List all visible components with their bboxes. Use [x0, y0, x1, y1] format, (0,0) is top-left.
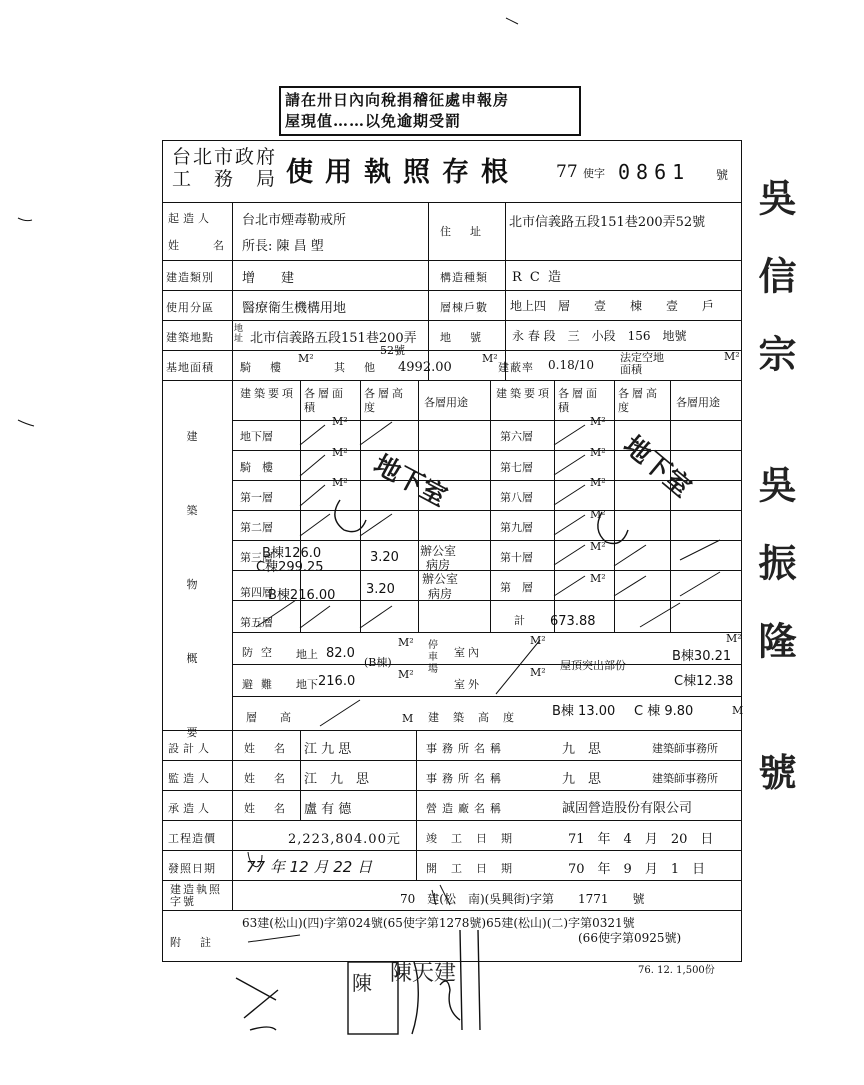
applicant-address: 北市信義路五段151巷200弄52號 — [509, 215, 706, 230]
col-header-item-right: 建築要項 — [496, 387, 552, 400]
side-stamp: 吳信宗 吳振隆 號 — [752, 178, 797, 831]
unit-m2: M² — [590, 446, 606, 459]
lot-label: 地 號 — [440, 331, 485, 344]
remarks-label: 附 註 — [170, 936, 215, 949]
supervisor-office-label: 事務所名稱 — [426, 772, 506, 785]
void-slash — [360, 514, 392, 536]
stamp-circle-right — [598, 512, 628, 544]
cost-value: 2,223,804.00元 — [288, 832, 401, 847]
designer-name: 江 九 思 — [304, 742, 352, 757]
void-slash — [554, 425, 585, 445]
designer-office-suffix: 建築師事務所 — [652, 742, 718, 755]
floors-label: 層棟戶數 — [440, 301, 488, 314]
location-sublabel: 地址 — [234, 324, 244, 344]
shelter-up-value: 82.0 — [326, 646, 355, 661]
address-label: 住 址 — [440, 225, 485, 238]
signature-stamp-2: 陳天建 — [390, 961, 457, 986]
start-label: 開工日期 — [426, 862, 526, 875]
roof-label: 屋頂突出部份 — [560, 659, 626, 672]
shelter-down-value: 216.0 — [318, 674, 356, 689]
signature-stroke — [236, 978, 278, 1030]
height-c: C 棟 9.80 — [634, 704, 694, 719]
issue-date: 77 年 12 月 22 日 — [246, 858, 373, 876]
floors-value: 地上四 層 壹 棟 壹 戶 — [510, 299, 715, 313]
unit-m2: M² — [398, 636, 414, 649]
designer-name-label: 姓 名 — [244, 742, 289, 755]
doc-type: 使字 — [583, 167, 606, 180]
floor3-use-office: 辦公室 — [420, 544, 457, 558]
other-unit: M² — [482, 352, 498, 365]
floor-2: 第二層 — [240, 521, 273, 534]
designer-office-label: 事務所名稱 — [426, 742, 506, 755]
floor3-height: 3.20 — [370, 550, 399, 565]
contractor-name-label: 姓 名 — [244, 802, 289, 815]
floor3-c-area: C棟299.25 — [256, 560, 324, 575]
permit-label: 建造執照字號 — [170, 883, 222, 908]
stamp-circle-left — [335, 500, 366, 532]
supervisor-office: 九 思 — [562, 772, 602, 787]
floor4-use-ward: 病房 — [428, 587, 453, 601]
print-note: 76. 12. 1,500份 — [638, 965, 715, 976]
void-slash — [680, 540, 720, 560]
remarks-line2: (66使字第0925號) — [578, 931, 682, 945]
floor3-b-area: B棟126.0 — [262, 546, 322, 561]
void-slash — [496, 640, 540, 694]
shelter-down-label: 地下 — [296, 678, 318, 691]
void-slash — [614, 576, 646, 596]
floor4-b-area: B棟216.00 — [268, 588, 336, 603]
shelter-label-1: 防空 — [242, 646, 280, 659]
col-header-area: 各層面積 — [304, 387, 346, 414]
scan-mark — [18, 218, 32, 221]
unit-m2: M² — [726, 632, 742, 645]
section-label: 建 築 物 概 要 — [186, 430, 209, 739]
arcade-label: 騎 樓 — [240, 361, 285, 374]
unit-m2: M² — [590, 572, 606, 585]
parking-outdoor: 室外 — [454, 678, 482, 691]
col-header-area-right: 各層面積 — [558, 387, 600, 414]
unit-m2: M² — [590, 415, 606, 428]
shelter-up-label: 地上 — [296, 648, 318, 661]
floor-height-unit: M — [402, 712, 414, 725]
signature-stamp-1: 陳 — [352, 971, 372, 995]
void-slash — [554, 455, 585, 475]
basement-stamp-left: 地下室 — [368, 449, 452, 513]
floor-5: 第五層 — [240, 616, 273, 629]
floor3-use-ward: 病房 — [426, 558, 451, 572]
coverage-label: 建蔽率 — [498, 361, 534, 374]
issue-label: 發照日期 — [168, 862, 216, 875]
notice-line1: 請在卅日內向稅捐稽征處申報房 — [285, 91, 510, 109]
col-header-use: 各層用途 — [424, 396, 468, 409]
unit-m2: M² — [332, 476, 348, 489]
supervisor-office-suffix: 建築師事務所 — [652, 772, 718, 785]
floor-height-label: 層 高 — [246, 711, 297, 724]
floor-7: 第七層 — [500, 461, 533, 474]
structure-value: R C 造 — [512, 270, 563, 285]
void-slash — [300, 606, 330, 628]
contractor-firm-label: 營造廠名稱 — [426, 802, 506, 815]
void-slash — [554, 485, 585, 505]
col-header-height: 各層高度 — [364, 387, 406, 414]
void-slash — [554, 576, 585, 596]
shelter-up-note: (B棟) — [364, 656, 392, 669]
void-slash — [360, 606, 392, 628]
parking-label: 停車場 — [428, 640, 438, 675]
applicant-org: 台北市煙毒勒戒所 — [242, 213, 347, 228]
remarks-line1: 63建(松山)(四)字第024號(65使字第1278號)65建(松山)(二)字第0321號 — [242, 916, 635, 930]
structure-label: 構造種類 — [440, 271, 488, 284]
height-b: B棟 13.00 — [552, 704, 616, 719]
zoning-label: 使用分區 — [166, 301, 214, 314]
finish-date: 71 年 4 月 20 日 — [568, 832, 714, 847]
supervisor-name-label: 姓 名 — [244, 772, 289, 785]
floor-3: 第三層 — [240, 551, 273, 564]
floor-1: 第一層 — [240, 491, 273, 504]
roof-c: C棟12.38 — [674, 674, 734, 689]
designer-office: 九 思 — [562, 742, 602, 757]
col-header-use-right: 各層用途 — [676, 396, 720, 409]
cost-label: 工程造價 — [168, 832, 216, 845]
agency-name: 台北市政府 — [172, 146, 278, 168]
floor-10: 第十層 — [500, 551, 533, 564]
total-label: 計 — [514, 614, 525, 627]
floor-blank: 第 層 — [500, 581, 533, 594]
floor-8: 第八層 — [500, 491, 533, 504]
basement-stamp-right: 地下室 — [617, 430, 697, 504]
bureau-name: 工 務 局 — [172, 168, 278, 190]
scan-mark — [506, 18, 518, 24]
other-label: 其 他 — [334, 361, 379, 374]
arcade-unit: M² — [298, 352, 314, 365]
start-date: 70 年 9 月 1 日 — [568, 862, 706, 877]
unit-m2: M² — [332, 415, 348, 428]
supervisor-name: 江 九 思 — [304, 772, 370, 787]
floor-9: 第九層 — [500, 521, 533, 534]
other-area: 4992.00 — [398, 360, 452, 375]
unit-m2: M² — [590, 476, 606, 489]
permit-scribble — [432, 885, 450, 905]
open-space-label: 法定空地面積 — [620, 351, 664, 376]
floor-6: 第六層 — [500, 430, 533, 443]
applicant-head: 所長: 陳 昌 塱 — [242, 239, 324, 254]
floor4-use-office: 辦公室 — [422, 572, 459, 586]
site-area-label: 基地面積 — [166, 361, 214, 374]
void-slash — [614, 545, 646, 566]
floor4-height: 3.20 — [366, 582, 395, 597]
lot-value: 永 春 段 三 小段 156 地號 — [512, 329, 687, 343]
void-slash — [300, 425, 325, 445]
void-slash — [320, 700, 360, 726]
supervisor-label: 監造人 — [168, 772, 213, 785]
coverage-value: 0.18/10 — [548, 358, 595, 372]
shelter-label-2: 避難 — [242, 678, 280, 691]
unit-m2: M² — [530, 634, 546, 647]
void-slash — [300, 485, 325, 506]
scan-mark — [18, 420, 34, 426]
unit-m2: M² — [590, 508, 606, 521]
document-number: 0861 — [618, 160, 691, 184]
floor-4: 第四層 — [240, 586, 273, 599]
location-label: 建築地點 — [166, 331, 214, 344]
void-slash — [300, 514, 330, 536]
floor-basement: 地下層 — [240, 430, 273, 443]
unit-m2: M² — [332, 446, 348, 459]
name-label: 姓 名 — [168, 239, 228, 252]
location-address-2: 52號 — [380, 344, 405, 357]
contractor-name: 盧 有 德 — [304, 802, 352, 817]
unit-m2: M² — [590, 540, 606, 553]
void-slash — [554, 545, 585, 565]
applicant-label: 起造人 — [168, 212, 213, 225]
parking-indoor: 室內 — [454, 646, 482, 659]
void-slash — [256, 600, 296, 627]
document-title: 使用執照存根 — [286, 157, 520, 188]
year: 77 — [556, 162, 578, 182]
void-slash — [680, 572, 720, 596]
void-slash — [360, 422, 392, 445]
notice-line2: 屋現值……以免逾期受罰 — [285, 112, 462, 130]
col-header-item: 建築要項 — [240, 387, 296, 400]
designer-label: 設計人 — [168, 742, 213, 755]
build-type-label: 建造類別 — [166, 271, 214, 284]
zoning-value: 醫療衛生機構用地 — [242, 301, 347, 316]
permit-value: 70 建(松 南)(吳興街)字第 1771 號 — [400, 892, 645, 906]
number-suffix: 號 — [716, 168, 729, 182]
location-address: 北市信義路五段151巷200弄 — [250, 331, 417, 346]
col-header-height-right: 各層高度 — [618, 387, 660, 414]
void-slash — [554, 515, 585, 535]
height-unit: M — [732, 704, 744, 717]
void-slash — [248, 935, 300, 942]
void-slash — [300, 455, 325, 476]
total-value: 673.88 — [550, 614, 596, 629]
unit-m2: M² — [530, 666, 546, 679]
unit-m2: M² — [398, 668, 414, 681]
void-slash — [640, 603, 680, 627]
roof-b: B棟30.21 — [672, 649, 732, 664]
building-height-label: 建築高度 — [428, 711, 528, 724]
finish-label: 竣工日期 — [426, 832, 526, 845]
contractor-label: 承造人 — [168, 802, 213, 815]
build-type-value: 增 建 — [242, 271, 295, 286]
open-space-unit: M² — [724, 350, 740, 363]
date-scribble — [248, 852, 262, 867]
contractor-firm: 誠固營造股份有限公司 — [562, 801, 693, 816]
floor-arcade: 騎 樓 — [240, 461, 273, 474]
